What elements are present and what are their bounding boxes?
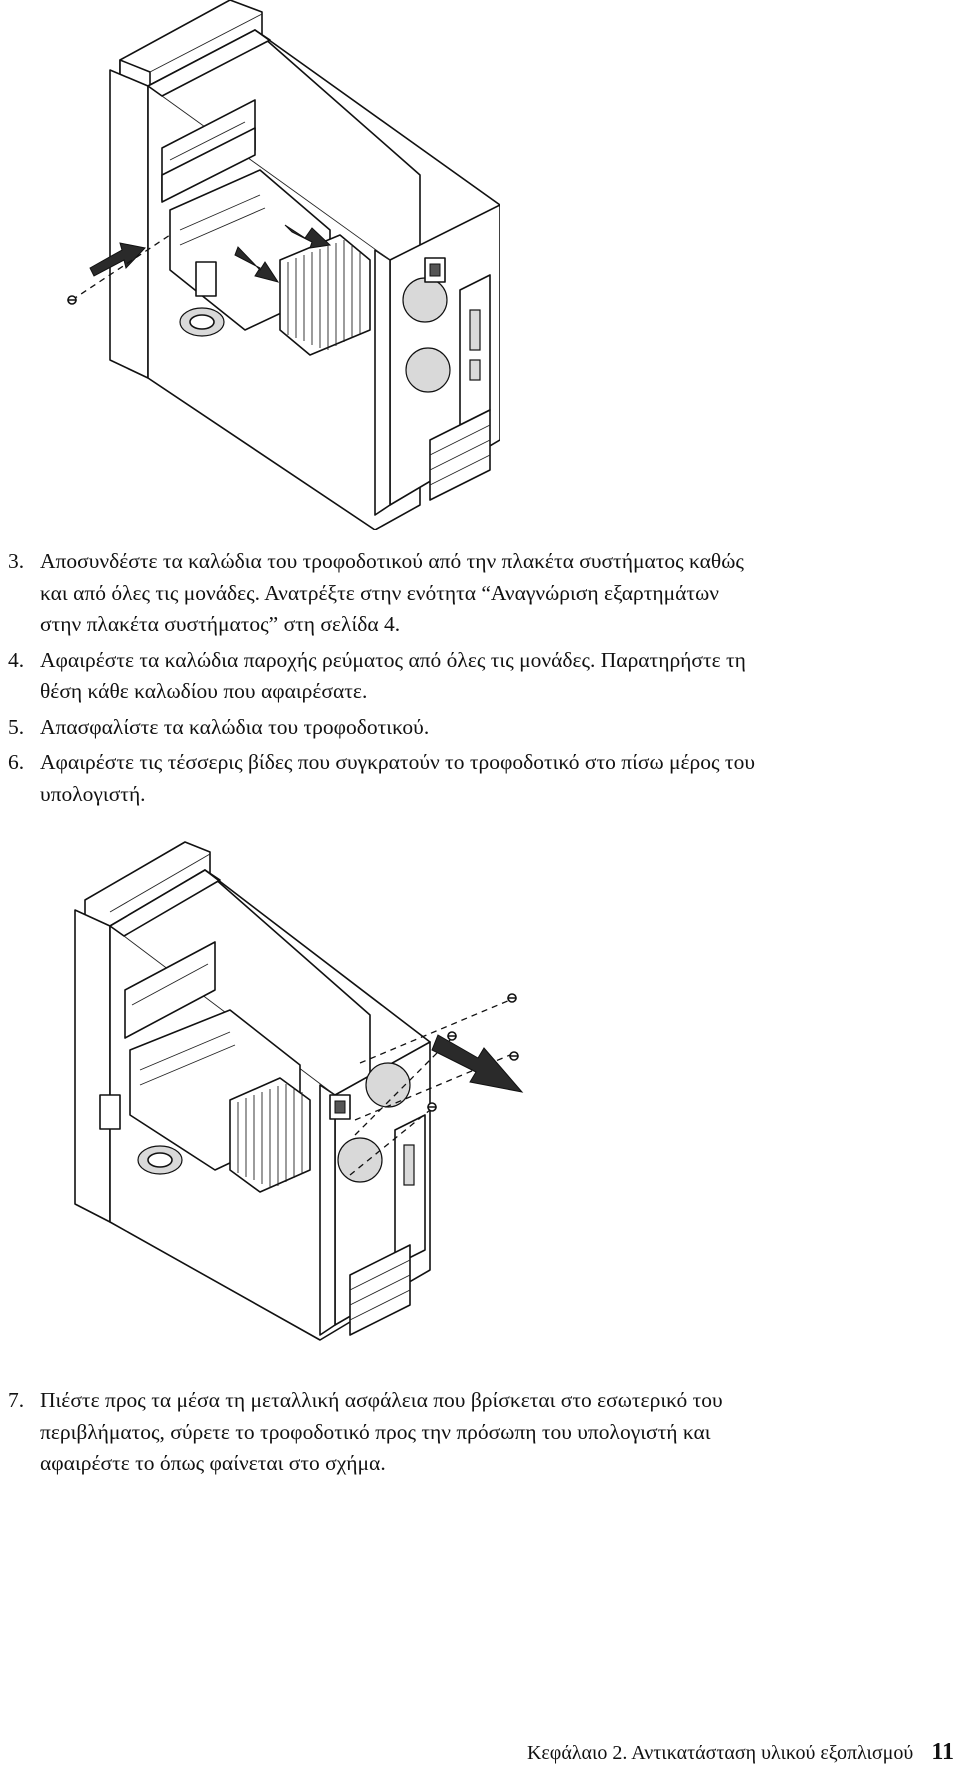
computer-tower-illustration [30, 830, 570, 1350]
screw-icon [428, 1103, 436, 1111]
step-7 [0, 1385, 960, 1480]
step-number: 5. [8, 714, 25, 739]
step-text-line: στην πλακέτα συστήματος” στη σελίδα 4. [40, 612, 401, 636]
step-text-line: θέση κάθε καλωδίου που αφαιρέσατε. [40, 679, 368, 703]
instruction-step-7 [0, 1385, 960, 1484]
chapter-title: Κεφάλαιο 2. Αντικατάσταση υλικού εξοπλισμού [526, 1742, 914, 1764]
step-number: 7. [8, 1388, 25, 1412]
figure-power-supply-screws [30, 830, 570, 1350]
step-number: 4. [8, 647, 25, 672]
screw-icon [68, 296, 76, 304]
computer-tower-illustration [30, 0, 500, 530]
instruction-steps-3-6 [0, 546, 960, 814]
step-text-line: Απασφαλίστε τα καλώδια του τροφοδοτικού. [40, 714, 430, 739]
step-text-line: Αποσυνδέστε τα καλώδια του τροφοδοτικού από την πλακέτα συστήματος καθώς [40, 549, 744, 573]
arrow-icon [432, 1035, 522, 1092]
step-5 [0, 712, 960, 744]
step-text-line: υπολογιστή. [40, 781, 146, 806]
step-text-line: αφαιρέστε το όπως φαίνεται στο σχήμα. [40, 1451, 386, 1475]
page-footer [527, 1739, 954, 1766]
screw-icon [510, 1052, 518, 1060]
step-text-line: Αφαιρέστε τα καλώδια παροχής ρεύματος από όλες τις μονάδες. Παρατηρήστε τη [40, 647, 746, 672]
figure-power-supply-cables [30, 0, 500, 530]
step-text-line: Πιέστε προς τα μέσα τη μεταλλική ασφάλεια που βρίσκεται στο εσωτερικό του [40, 1388, 723, 1412]
step-text-line: περιβλήματος, σύρετε το τροφοδοτικό προς την πρόσωπη του υπολογιστή και [40, 1419, 711, 1444]
page-number: 11 [931, 1739, 954, 1765]
screw-icon [508, 994, 516, 1002]
step-text-line: και από όλες τις μονάδες. Ανατρέξτε στην ενότητα “Αναγνώριση εξαρτημάτων [40, 580, 719, 605]
step-number: 3. [8, 549, 25, 573]
step-number: 6. [8, 750, 25, 774]
step-6 [0, 747, 960, 810]
step-3 [0, 546, 960, 641]
screw-icon [448, 1032, 456, 1040]
step-4 [0, 645, 960, 708]
step-text-line: Αφαιρέστε τις τέσσερις βίδες που συγκρατούν το τροφοδοτικό στο πίσω μέρος του [40, 750, 755, 774]
